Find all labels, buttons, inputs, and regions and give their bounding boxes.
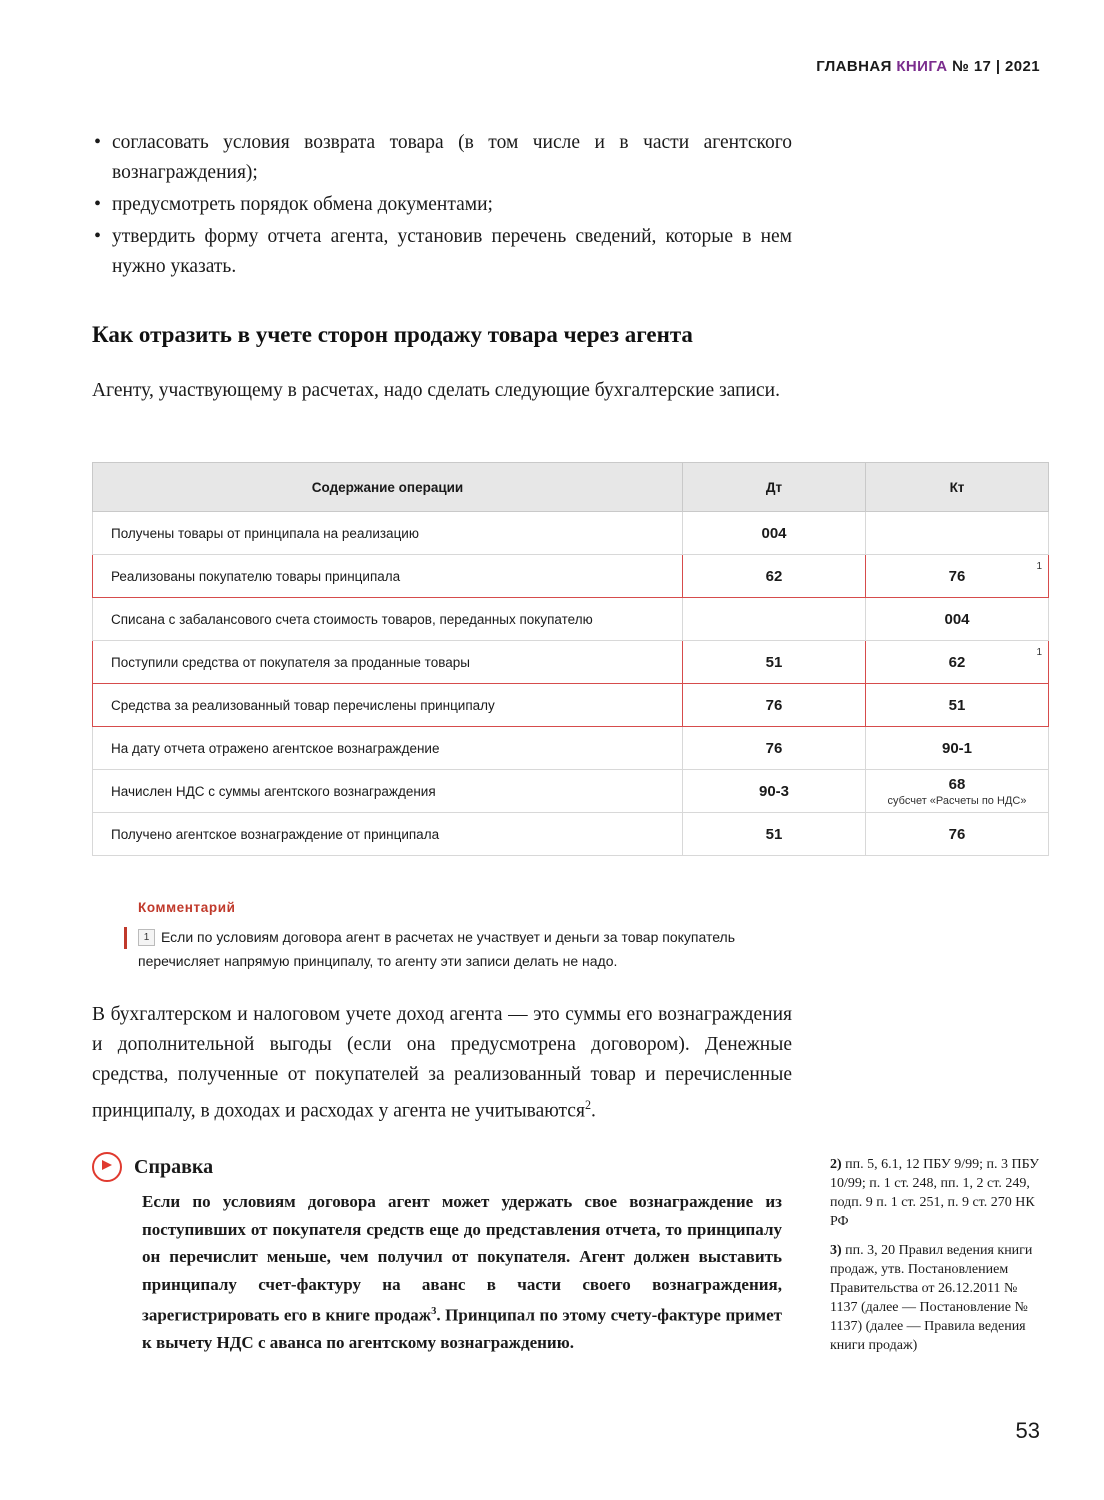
- cell-description: На дату отчета отражено агентское вознаграждение: [93, 727, 683, 770]
- spravka-superscript: 3: [431, 1306, 437, 1317]
- cell-debit: 51: [683, 813, 866, 856]
- footnote-chip: 1: [138, 929, 155, 946]
- cell-description: Реализованы покупателю товары принципала: [93, 555, 683, 598]
- page-number: 53: [1015, 1418, 1040, 1443]
- footnote-marker: 1: [1036, 561, 1042, 572]
- margin-note: [830, 1241, 1045, 1355]
- comment-accent-bar: [124, 927, 127, 949]
- table-header-row: [93, 463, 1049, 512]
- table-row: [93, 555, 1049, 598]
- intro-column: [92, 128, 792, 406]
- cell-credit-subaccount: субсчет «Расчеты по НДС»: [887, 794, 1027, 807]
- spravka-body: [142, 1188, 782, 1357]
- footnote-marker: 1: [1036, 647, 1042, 658]
- cell-debit: 76: [683, 684, 866, 727]
- table-row: [93, 598, 1049, 641]
- cell-debit: 004: [683, 512, 866, 555]
- cell-credit: [866, 641, 1049, 684]
- bullet-list: [92, 128, 792, 282]
- column-header-credit: Кт: [866, 463, 1049, 512]
- cell-credit: 90-1: [866, 727, 1049, 770]
- cell-credit: 76: [866, 813, 1049, 856]
- cell-credit: [866, 555, 1049, 598]
- margin-note: [830, 1155, 1045, 1231]
- table-row: [93, 727, 1049, 770]
- lower-paragraph-end: .: [590, 1100, 596, 1122]
- comment-block: [138, 900, 758, 973]
- cell-description: Поступили средства от покупателя за проданные товары: [93, 641, 683, 684]
- lower-paragraph-superscript: 2: [584, 1098, 591, 1112]
- table-row: [93, 684, 1049, 727]
- lower-paragraph-text: В бухгалтерском и налоговом учете доход агента — это суммы его вознаграждения и дополнительной выгоды (если она предусмотрена договором). Денежные средства, полученные от покупателей за реализованный товар и перечисленные принципалу, в доходах и расходах у агента не учитываются: [92, 1004, 792, 1122]
- column-header-description: Содержание операции: [93, 463, 683, 512]
- cell-description: Получено агентское вознаграждение от принципала: [93, 813, 683, 856]
- cell-debit: 51: [683, 641, 866, 684]
- column-header-debit: Дт: [683, 463, 866, 512]
- cell-credit-value: 76: [948, 567, 966, 585]
- table-row: [93, 813, 1049, 856]
- spravka-text-part1: Если по условиям договора агент может удержать свое вознаграждение из поступивших от покупателя средств еще до представления отчета, то принципалу он перечислит меньше, чем получил от покупателя. Агент должен выставить принципалу счет-фактуру на аванс в части своего вознаграждения, зарегистрировать его в книге продаж: [142, 1192, 782, 1325]
- accounting-table-wrapper: [92, 462, 1048, 856]
- cell-debit: 90-3: [683, 770, 866, 813]
- cell-debit: [683, 598, 866, 641]
- play-icon: [92, 1152, 122, 1182]
- intro-paragraph: Агенту, участвующему в расчетах, надо сделать следующие бухгалтерские записи.: [92, 380, 780, 401]
- cell-description: Начислен НДС с суммы агентского вознаграждения: [93, 770, 683, 813]
- section-title: Как отразить в учете сторон продажу товара через агента: [92, 322, 693, 347]
- table-row: [93, 641, 1049, 684]
- cell-credit-value: 68: [948, 775, 966, 793]
- list-item: • предусмотреть порядок обмена документами;: [92, 190, 792, 220]
- header-issue: № 17 | 2021: [952, 58, 1040, 75]
- cell-debit: 76: [683, 727, 866, 770]
- page-header: [816, 58, 1040, 75]
- list-item: • утвердить форму отчета агента, установив перечень сведений, которые в нем нужно указать.: [92, 222, 792, 282]
- cell-description: Средства за реализованный товар перечислены принципалу: [93, 684, 683, 727]
- margin-note-text: пп. 3, 20 Правил ведения книги продаж, утв. Постановлением Правительства от 26.12.2011 № 1137 (далее — Постановление № 1137) (далее — Правила ведения книги продаж): [830, 1243, 1033, 1353]
- comment-text: Если по условиям договора агент в расчетах не участвует и деньги за товар покупатель перечисляет напрямую принципалу, то агенту эти записи делать не надо.: [138, 929, 736, 969]
- margin-note-number: 2): [830, 1157, 842, 1172]
- cell-description: Получены товары от принципала на реализацию: [93, 512, 683, 555]
- header-brand-2: КНИГА: [896, 58, 948, 75]
- margin-notes: [830, 1155, 1045, 1365]
- margin-note-number: 3): [830, 1243, 842, 1258]
- cell-credit: 004: [866, 598, 1049, 641]
- comment-title: Комментарий: [138, 900, 236, 915]
- cell-credit: [866, 512, 1049, 555]
- margin-note-text: пп. 5, 6.1, 12 ПБУ 9/99; п. 3 ПБУ 10/99; п. 1 ст. 248, пп. 1, 2 ст. 249, подп. 9 п. 1 ст. 251, п. 9 ст. 270 НК РФ: [830, 1157, 1040, 1229]
- header-brand-1: ГЛАВНАЯ: [816, 58, 892, 75]
- cell-credit: [866, 770, 1049, 813]
- cell-credit-value: 62: [948, 653, 966, 671]
- cell-description: Списана с забалансового счета стоимость товаров, переданных покупателю: [93, 598, 683, 641]
- cell-debit: 62: [683, 555, 866, 598]
- cell-credit: 51: [866, 684, 1049, 727]
- accounting-table: [92, 462, 1049, 856]
- table-row: [93, 512, 1049, 555]
- table-row: [93, 770, 1049, 813]
- comment-body: [138, 925, 758, 973]
- lower-paragraph: [92, 1000, 792, 1127]
- list-item: • согласовать условия возврата товара (в том числе и в части агентского вознаграждения);: [92, 128, 792, 188]
- spravka-title: Справка: [134, 1155, 214, 1178]
- spravka-text-part2: . Принципал по этому счету-фактуре примет к вычету НДС с аванса по агентскому вознаграждению.: [142, 1305, 782, 1353]
- spravka-block: [92, 1152, 782, 1357]
- spravka-header: [92, 1152, 782, 1182]
